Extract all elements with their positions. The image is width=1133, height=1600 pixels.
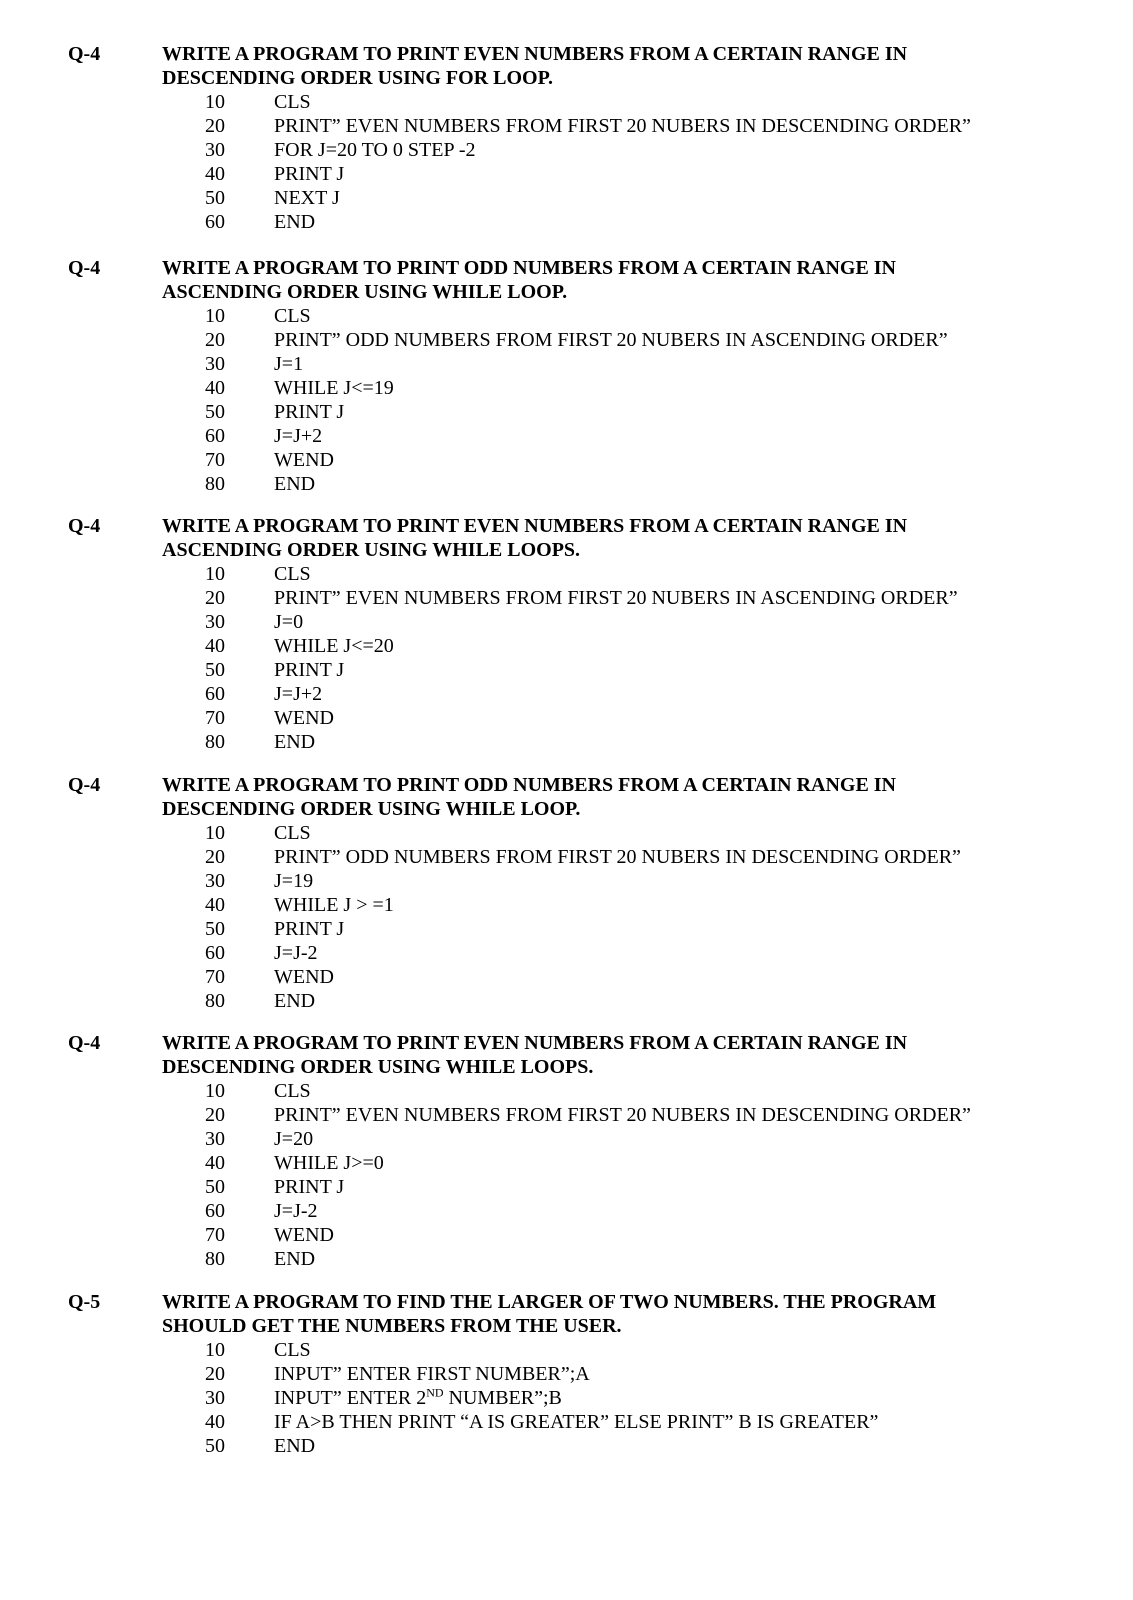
code-statement xyxy=(274,328,948,352)
line-number: 20 xyxy=(205,587,225,609)
line-number: 40 xyxy=(205,377,225,399)
code-text: J=J-2 xyxy=(274,1200,318,1222)
code-statement xyxy=(274,610,303,634)
code-statement xyxy=(274,658,344,682)
code-text: CLS xyxy=(274,91,311,113)
code-statement xyxy=(274,376,394,400)
line-number: 10 xyxy=(205,563,225,585)
code-text: J=J+2 xyxy=(274,425,323,447)
code-line xyxy=(0,304,1133,328)
code-statement xyxy=(274,186,340,210)
code-line xyxy=(0,821,1133,845)
code-statement xyxy=(274,682,322,706)
line-number: 50 xyxy=(205,401,225,423)
line-number: 60 xyxy=(205,425,225,447)
line-number: 20 xyxy=(205,846,225,868)
code-text: END xyxy=(274,1435,316,1457)
code-text: CLS xyxy=(274,1080,311,1102)
code-text: J=19 xyxy=(274,870,314,892)
line-number: 60 xyxy=(205,683,225,705)
line-number: 10 xyxy=(205,1339,225,1361)
line-number: 40 xyxy=(205,1152,225,1174)
line-number: 70 xyxy=(205,449,225,471)
code-line xyxy=(0,682,1133,706)
question-title-line: WRITE A PROGRAM TO FIND THE LARGER OF TWO NUMBERS. THE PROGRAM xyxy=(162,1291,937,1313)
code-line xyxy=(0,893,1133,917)
code-line xyxy=(0,114,1133,138)
line-number: 80 xyxy=(205,731,225,753)
question-title xyxy=(162,1031,1062,1079)
question-title-line: ASCENDING ORDER USING WHILE LOOP. xyxy=(162,281,568,303)
line-number: 30 xyxy=(205,139,225,161)
line-number: 80 xyxy=(205,473,225,495)
code-text: J=0 xyxy=(274,611,304,633)
code-statement xyxy=(274,1175,344,1199)
code-line xyxy=(0,1103,1133,1127)
code-statement xyxy=(274,965,334,989)
code-statement xyxy=(274,917,344,941)
line-number: 70 xyxy=(205,1224,225,1246)
code-text: J=J-2 xyxy=(274,942,318,964)
code-text: WEND xyxy=(274,966,334,988)
code-line xyxy=(0,1223,1133,1247)
code-line xyxy=(0,472,1133,496)
code-line xyxy=(0,162,1133,186)
code-line xyxy=(0,376,1133,400)
code-text: PRINT” ODD NUMBERS FROM FIRST 20 NUBERS IN DESCENDING ORDER” xyxy=(274,846,961,868)
code-text: PRINT J xyxy=(274,918,345,940)
code-statement xyxy=(274,400,344,424)
code-listing xyxy=(0,562,1133,754)
line-number: 60 xyxy=(205,942,225,964)
code-statement xyxy=(274,304,311,328)
code-statement xyxy=(274,634,394,658)
question-number: Q-4 xyxy=(68,1032,101,1054)
code-text: CLS xyxy=(274,822,311,844)
question-title xyxy=(162,256,1062,304)
line-number: 50 xyxy=(205,659,225,681)
code-statement xyxy=(274,1079,311,1103)
line-number: 50 xyxy=(205,1176,225,1198)
line-number: 40 xyxy=(205,163,225,185)
code-line xyxy=(0,1362,1133,1386)
code-text: PRINT J xyxy=(274,659,345,681)
code-text: PRINT J xyxy=(274,163,345,185)
code-statement xyxy=(274,1199,318,1223)
code-line xyxy=(0,1410,1133,1434)
code-statement xyxy=(274,424,322,448)
code-text: END xyxy=(274,731,316,753)
line-number: 50 xyxy=(205,187,225,209)
line-number: 40 xyxy=(205,635,225,657)
code-text: WEND xyxy=(274,1224,334,1246)
code-line xyxy=(0,658,1133,682)
line-number: 80 xyxy=(205,1248,225,1270)
code-text: WHILE J>=0 xyxy=(274,1152,384,1174)
line-number: 40 xyxy=(205,1411,225,1433)
question-title-line: DESCENDING ORDER USING WHILE LOOP. xyxy=(162,798,581,820)
code-text: END xyxy=(274,211,316,233)
line-number: 20 xyxy=(205,1104,225,1126)
code-line xyxy=(0,941,1133,965)
code-line xyxy=(0,706,1133,730)
code-text: J=J+2 xyxy=(274,683,323,705)
code-line xyxy=(0,869,1133,893)
question-title-line: ASCENDING ORDER USING WHILE LOOPS. xyxy=(162,539,581,561)
code-statement xyxy=(274,869,313,893)
code-statement xyxy=(274,706,334,730)
code-line xyxy=(0,1127,1133,1151)
question-title xyxy=(162,514,1062,562)
question-title-line: SHOULD GET THE NUMBERS FROM THE USER. xyxy=(162,1315,622,1337)
code-statement xyxy=(274,114,971,138)
line-number: 50 xyxy=(205,918,225,940)
code-statement xyxy=(274,472,315,496)
code-text: FOR J=20 TO 0 STEP -2 xyxy=(274,139,476,161)
code-text: END xyxy=(274,473,316,495)
code-statement xyxy=(274,1362,590,1386)
code-text: INPUT” ENTER 2 xyxy=(274,1387,427,1409)
code-line xyxy=(0,424,1133,448)
code-text: WEND xyxy=(274,449,334,471)
question-number: Q-4 xyxy=(68,774,101,796)
code-line xyxy=(0,634,1133,658)
code-line xyxy=(0,1247,1133,1271)
code-statement xyxy=(274,448,334,472)
code-statement xyxy=(274,1434,315,1458)
line-number: 20 xyxy=(205,329,225,351)
code-line xyxy=(0,352,1133,376)
code-text: PRINT” ODD NUMBERS FROM FIRST 20 NUBERS IN ASCENDING ORDER” xyxy=(274,329,948,351)
code-line xyxy=(0,586,1133,610)
code-listing xyxy=(0,1338,1133,1458)
code-line xyxy=(0,730,1133,754)
code-line xyxy=(0,1386,1133,1410)
code-statement xyxy=(274,1151,384,1175)
code-text: PRINT” EVEN NUMBERS FROM FIRST 20 NUBERS IN ASCENDING ORDER” xyxy=(274,587,958,609)
code-text: CLS xyxy=(274,563,311,585)
line-number: 70 xyxy=(205,966,225,988)
code-text: CLS xyxy=(274,305,311,327)
code-statement xyxy=(274,210,315,234)
line-number: 40 xyxy=(205,894,225,916)
code-line xyxy=(0,1175,1133,1199)
code-text: NEXT J xyxy=(274,187,340,209)
code-statement xyxy=(274,586,958,610)
code-statement xyxy=(274,562,311,586)
code-statement xyxy=(274,989,315,1013)
code-statement xyxy=(274,1103,971,1127)
code-line xyxy=(0,989,1133,1013)
code-statement xyxy=(274,1410,878,1434)
question-number: Q-4 xyxy=(68,43,101,65)
code-statement xyxy=(274,893,394,917)
code-line xyxy=(0,562,1133,586)
code-text: WHILE J<=19 xyxy=(274,377,394,399)
question-number: Q-5 xyxy=(68,1291,101,1313)
line-number: 30 xyxy=(205,611,225,633)
code-line xyxy=(0,1079,1133,1103)
code-text: INPUT” ENTER FIRST NUMBER”;A xyxy=(274,1363,590,1385)
line-number: 10 xyxy=(205,91,225,113)
line-number: 50 xyxy=(205,1435,225,1457)
code-line xyxy=(0,1151,1133,1175)
line-number: 30 xyxy=(205,1128,225,1150)
code-statement xyxy=(274,941,318,965)
line-number: 10 xyxy=(205,305,225,327)
code-text: PRINT” EVEN NUMBERS FROM FIRST 20 NUBERS IN DESCENDING ORDER” xyxy=(274,115,971,137)
question-title-line: DESCENDING ORDER USING FOR LOOP. xyxy=(162,67,553,89)
question-number: Q-4 xyxy=(68,257,101,279)
code-line xyxy=(0,610,1133,634)
code-statement xyxy=(274,352,303,376)
code-line xyxy=(0,845,1133,869)
question-title xyxy=(162,1290,1062,1338)
question-title-line: WRITE A PROGRAM TO PRINT ODD NUMBERS FROM A CERTAIN RANGE IN xyxy=(162,774,897,796)
code-line xyxy=(0,917,1133,941)
code-statement xyxy=(274,845,961,869)
code-statement xyxy=(274,1247,315,1271)
code-text: PRINT J xyxy=(274,401,345,423)
line-number: 60 xyxy=(205,1200,225,1222)
code-line xyxy=(0,210,1133,234)
code-text: WHILE J<=20 xyxy=(274,635,394,657)
code-text: PRINT” EVEN NUMBERS FROM FIRST 20 NUBERS IN DESCENDING ORDER” xyxy=(274,1104,971,1126)
code-statement xyxy=(274,1386,562,1410)
code-text: CLS xyxy=(274,1339,311,1361)
code-text: PRINT J xyxy=(274,1176,345,1198)
code-text: J=20 xyxy=(274,1128,314,1150)
code-statement xyxy=(274,162,344,186)
line-number: 10 xyxy=(205,822,225,844)
question-title-line: WRITE A PROGRAM TO PRINT EVEN NUMBERS FROM A CERTAIN RANGE IN xyxy=(162,1032,908,1054)
code-statement xyxy=(274,821,311,845)
code-text: END xyxy=(274,990,316,1012)
line-number: 20 xyxy=(205,115,225,137)
code-text: J=1 xyxy=(274,353,304,375)
code-statement xyxy=(274,730,315,754)
code-line xyxy=(0,400,1133,424)
code-listing xyxy=(0,821,1133,1013)
question-title xyxy=(162,773,1062,821)
line-number: 80 xyxy=(205,990,225,1012)
code-line xyxy=(0,1199,1133,1223)
question-number: Q-4 xyxy=(68,515,101,537)
line-number: 60 xyxy=(205,211,225,233)
line-number: 70 xyxy=(205,707,225,729)
code-line xyxy=(0,1434,1133,1458)
code-text: WEND xyxy=(274,707,334,729)
code-listing xyxy=(0,1079,1133,1271)
code-listing xyxy=(0,90,1133,234)
code-line xyxy=(0,965,1133,989)
code-statement xyxy=(274,1338,311,1362)
question-title-line: WRITE A PROGRAM TO PRINT EVEN NUMBERS FROM A CERTAIN RANGE IN xyxy=(162,43,908,65)
line-number: 30 xyxy=(205,353,225,375)
code-line xyxy=(0,186,1133,210)
code-line xyxy=(0,1338,1133,1362)
question-title-line: WRITE A PROGRAM TO PRINT EVEN NUMBERS FROM A CERTAIN RANGE IN xyxy=(162,515,908,537)
code-line xyxy=(0,138,1133,162)
ordinal-superscript: ND xyxy=(426,1385,444,1400)
code-statement xyxy=(274,90,311,114)
line-number: 10 xyxy=(205,1080,225,1102)
code-statement xyxy=(274,138,476,162)
code-line xyxy=(0,90,1133,114)
question-title-line: WRITE A PROGRAM TO PRINT ODD NUMBERS FROM A CERTAIN RANGE IN xyxy=(162,257,897,279)
code-text: WHILE J > =1 xyxy=(274,894,394,916)
line-number: 30 xyxy=(205,870,225,892)
code-statement xyxy=(274,1223,334,1247)
code-line xyxy=(0,328,1133,352)
code-listing xyxy=(0,304,1133,496)
code-text: END xyxy=(274,1248,316,1270)
line-number: 20 xyxy=(205,1363,225,1385)
question-title xyxy=(162,42,1062,90)
question-title-line: DESCENDING ORDER USING WHILE LOOPS. xyxy=(162,1056,594,1078)
code-line xyxy=(0,448,1133,472)
code-statement xyxy=(274,1127,313,1151)
line-number: 30 xyxy=(205,1387,225,1409)
code-text: IF A>B THEN PRINT “A IS GREATER” ELSE PRINT” B IS GREATER” xyxy=(274,1411,879,1433)
code-text-continued: NUMBER”;B xyxy=(443,1387,562,1409)
